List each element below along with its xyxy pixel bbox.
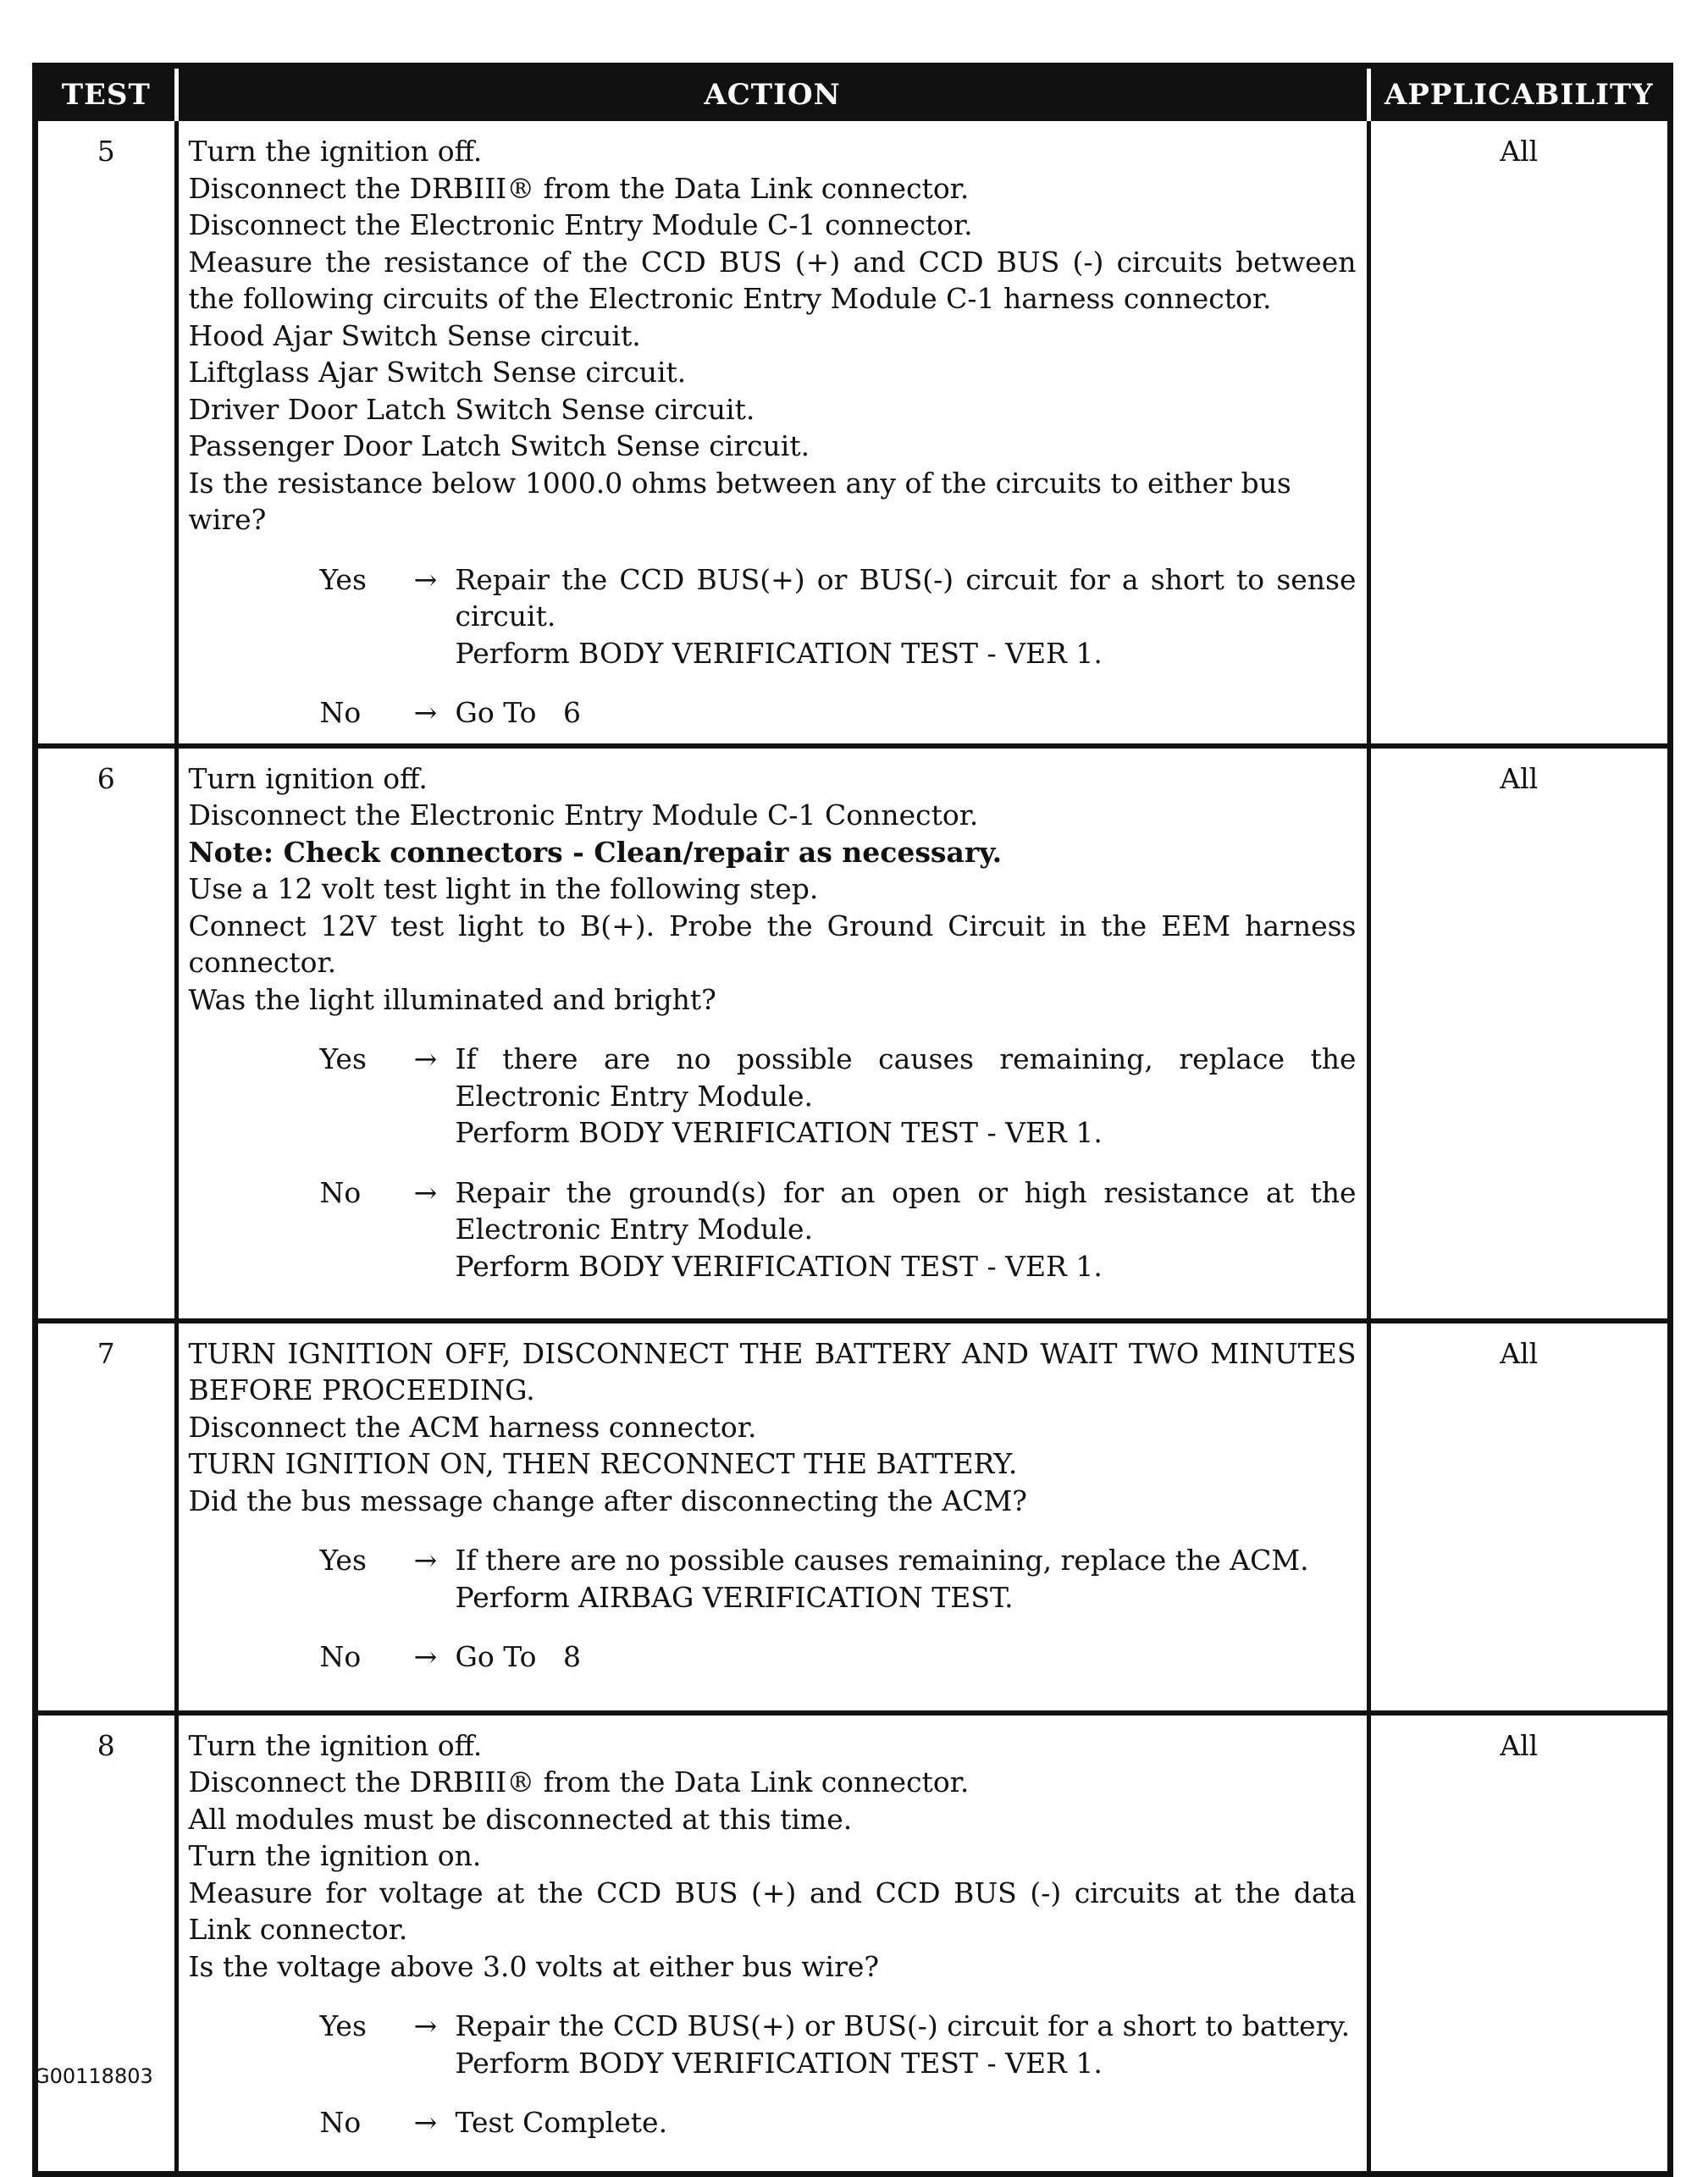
- figure-id: G00118803: [34, 2064, 153, 2088]
- applicability-cell: All: [1368, 1713, 1667, 2171]
- action-step: Use a 12 volt test light in the following step.: [188, 872, 819, 905]
- table-row: [38, 746, 1667, 1321]
- yes-result: [456, 561, 1357, 672]
- action-step: Is the voltage above 3.0 volts at either bus wire?: [188, 1949, 880, 1983]
- action-step: Disconnect the DRBIII® from the Data Link connector.: [188, 1765, 970, 1799]
- table-row: [38, 1321, 1667, 1713]
- action-step: Was the light illuminated and bright?: [188, 982, 716, 1016]
- action-step: Liftglass Ajar Switch Sense circuit.: [188, 356, 687, 389]
- result-line: Perform BODY VERIFICATION TEST - VER 1.: [455, 636, 1103, 670]
- table-row: [38, 121, 1667, 746]
- result-line: Perform AIRBAG VERIFICATION TEST.: [455, 1580, 1014, 1614]
- no-label: No: [319, 1175, 362, 1209]
- right-arrow-icon: →: [413, 1042, 438, 1075]
- action-step: Hood Ajar Switch Sense circuit.: [188, 318, 641, 352]
- no-outcome: [189, 1638, 1357, 1676]
- action-step: Measure the resistance of the CCD BUS (+) and CCD BUS (-) circuits between the following circuits of the Electronic Entry Module C-1 harness connector.: [188, 245, 1357, 315]
- no-outcome: [189, 1174, 1357, 1285]
- yes-label: Yes: [319, 1544, 367, 1577]
- right-arrow-icon: →: [413, 1544, 438, 1577]
- no-result: [456, 694, 1357, 732]
- yes-label: Yes: [319, 1042, 367, 1075]
- result-line: If there are no possible causes remaining, replace the Electronic Entry Module.: [455, 1042, 1357, 1113]
- yes-result: [456, 1041, 1357, 1152]
- diagnostic-test-table: [32, 63, 1673, 2177]
- yes-outcome: [189, 561, 1357, 672]
- header-row: [38, 69, 1667, 121]
- no-result: [456, 1174, 1357, 1285]
- no-label: No: [319, 2106, 362, 2139]
- action-step: TURN IGNITION OFF, DISCONNECT THE BATTERY AND WAIT TWO MINUTES BEFORE PROCEEDING.: [188, 1336, 1357, 1406]
- action-step: Turn the ignition off.: [188, 135, 483, 168]
- table-row: [38, 1713, 1667, 2171]
- yes-result: [456, 2008, 1357, 2081]
- result-line: Perform BODY VERIFICATION TEST - VER 1.: [455, 1249, 1103, 1283]
- right-arrow-icon: →: [413, 1175, 438, 1209]
- right-arrow-icon: →: [413, 2106, 438, 2139]
- test-number: 8: [38, 1713, 176, 2171]
- action-cell: [176, 121, 1368, 746]
- no-label: No: [319, 696, 362, 729]
- action-step: Is the resistance below 1000.0 ohms between any of the circuits to either bus wire?: [188, 466, 1291, 536]
- right-arrow-icon: →: [413, 696, 438, 729]
- yes-outcome: [189, 1542, 1357, 1616]
- action-step: TURN IGNITION ON, THEN RECONNECT THE BATTERY.: [188, 1447, 1018, 1480]
- applicability-cell: All: [1368, 746, 1667, 1321]
- result-line: Perform BODY VERIFICATION TEST - VER 1.: [455, 2046, 1103, 2080]
- no-label: No: [319, 1640, 362, 1673]
- no-result: [456, 1638, 1357, 1676]
- result-line: If there are no possible causes remaining, replace the ACM.: [455, 1544, 1309, 1577]
- yes-label: Yes: [319, 562, 367, 596]
- action-step: Did the bus message change after disconnecting the ACM?: [188, 1484, 1027, 1517]
- action-step: All modules must be disconnected at this time.: [188, 1802, 853, 1836]
- right-arrow-icon: →: [413, 1640, 438, 1673]
- result-line: Repair the ground(s) for an open or high resistance at the Electronic Entry Module.: [455, 1175, 1357, 1246]
- result-line: Perform BODY VERIFICATION TEST - VER 1.: [455, 1116, 1103, 1149]
- result-line: Test Complete.: [455, 2106, 668, 2139]
- action-cell: [176, 1713, 1368, 2171]
- result-line: Repair the CCD BUS(+) or BUS(-) circuit for a short to battery.: [455, 2009, 1351, 2042]
- action-cell: [176, 746, 1368, 1321]
- test-number: 5: [97, 135, 115, 168]
- no-outcome: [189, 2104, 1357, 2141]
- test-number: 6: [38, 746, 176, 1321]
- yes-outcome: [189, 1041, 1357, 1152]
- action-step: Connect 12V test light to B(+). Probe the Ground Circuit in the EEM harness connector.: [188, 909, 1357, 979]
- no-outcome: [189, 694, 1357, 732]
- action-note: Note: Check connectors - Clean/repair as necessary.: [188, 835, 1003, 869]
- header-applicability: APPLICABILITY: [1368, 69, 1667, 121]
- result-line: Go To 8: [455, 1640, 581, 1673]
- action-step: Passenger Door Latch Switch Sense circuit.: [188, 429, 810, 462]
- header-test: TEST: [38, 69, 176, 121]
- action-step: Disconnect the Electronic Entry Module C-1 Connector.: [188, 798, 979, 832]
- action-step: Disconnect the DRBIII® from the Data Link connector.: [188, 171, 970, 205]
- yes-outcome: [189, 2008, 1357, 2081]
- action-step: Turn the ignition off.: [188, 1728, 483, 1762]
- right-arrow-icon: →: [413, 2009, 438, 2042]
- action-step: Turn the ignition on.: [188, 1839, 482, 1872]
- header-action: ACTION: [176, 69, 1368, 121]
- action-step: Disconnect the Electronic Entry Module C-1 connector.: [188, 208, 973, 241]
- action-step: Disconnect the ACM harness connector.: [188, 1410, 757, 1444]
- action-step: Driver Door Latch Switch Sense circuit.: [188, 392, 755, 426]
- yes-label: Yes: [319, 2009, 367, 2042]
- action-step: Measure for voltage at the CCD BUS (+) and CCD BUS (-) circuits at the data Link connector.: [188, 1876, 1357, 1946]
- action-step: Turn ignition off.: [188, 761, 428, 795]
- test-table: [38, 69, 1667, 2171]
- applicability-cell: All: [1368, 1321, 1667, 1713]
- yes-result: [456, 1542, 1357, 1616]
- action-cell: [176, 1321, 1368, 1713]
- result-line: Repair the CCD BUS(+) or BUS(-) circuit for a short to sense circuit.: [455, 562, 1357, 633]
- right-arrow-icon: →: [413, 562, 438, 596]
- applicability-cell: All: [1368, 121, 1667, 746]
- test-number: 7: [38, 1321, 176, 1713]
- result-line: Go To 6: [455, 696, 581, 729]
- no-result: [456, 2104, 1357, 2141]
